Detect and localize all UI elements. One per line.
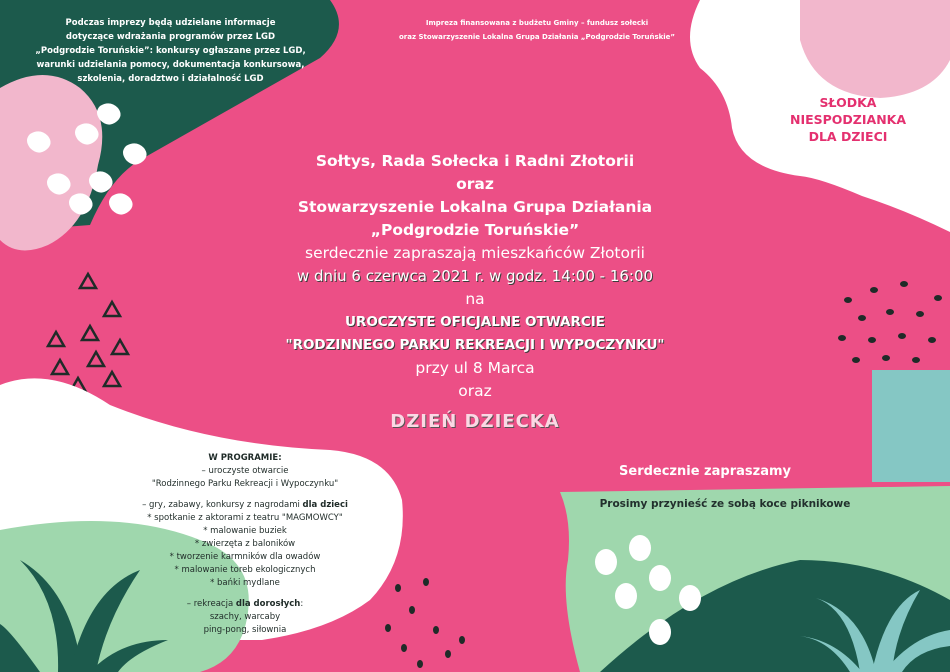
and-line-2: oraz [458,382,492,400]
lgd-info-line: warunki udzielania pomocy, dokumentacja konkursowa, [36,60,305,70]
dark-triangle-marks [48,274,128,392]
program-list [100,452,390,637]
program-heading: W PROGRAMIE: [208,453,282,463]
bring-blankets-text: Prosimy przynieść ze sobą koce piknikowe [599,498,851,510]
date-line: w dniu 6 czerwca 2021 r. w godz. 14:00 - 16:00 [296,267,654,285]
program-subitem: szachy, warcaby [209,612,281,622]
program-subitem: ping-pong, siłownia [203,625,287,635]
main-announcement [190,150,760,435]
event-title-line: UROCZYSTE OFICJALNE OTWARCIE [344,314,606,330]
sweet-surprise-line: DLA DZIECI [808,129,888,144]
address-line: przy ul 8 Marca [415,359,535,377]
funding-line: oraz Stowarzyszenie Lokalna Grupa Działania „Podgrodzie Toruńskie” [398,33,676,41]
program-spacer [100,590,390,598]
adults-text: – rekreacja [186,599,236,609]
program-item-kids [100,499,390,512]
association-name-line: „Podgrodzie Toruńskie” [370,221,580,239]
program-item: "Rodzinnego Parku Rekreacji i Wypoczynku" [151,479,339,489]
park-name-line: "RODZINNEGO PARKU REKREACJI I WYPOCZYNKU" [285,337,665,353]
program-subitem: * bańki mydlane [210,578,280,588]
dark-dots-right [838,281,942,363]
funding-line: Impreza finansowana z budżetu Gminy – fundusz sołecki [425,19,649,27]
program-subitem: * tworzenie karmników dla owadów [169,552,321,562]
program-subitem: * spotkanie z aktorami z teatru "MAGMOWCY" [147,513,343,523]
kids-text: – gry, zabawy, konkursy z nagrodami [142,500,303,510]
dark-dots-bottom [385,578,465,668]
program-spacer [100,491,390,499]
program-subitem: * zwierzęta z baloników [194,539,296,549]
organizers-line: Sołtys, Rada Sołecka i Radni Złotorii [315,152,635,170]
lgd-info-line: dotyczące wdrażania programów przez LGD [65,32,276,42]
program-item: – uroczyste otwarcie [201,466,289,476]
teal-block-shape [872,370,950,482]
on-line: na [465,290,485,308]
lgd-info-line: „Podgrodzie Toruńskie”: konkursy ogłaszane przez LGD, [35,46,306,56]
adults-colon: : [300,599,304,609]
sweet-surprise-label [778,94,918,145]
invite-line: serdecznie zapraszają mieszkańców Złotorii [305,244,645,262]
association-line: Stowarzyszenie Lokalna Grupa Działania [297,198,653,216]
program-subitem: * malowanie toreb ekologicznych [174,565,316,575]
lgd-info-line: szkolenia, doradztwo i działalność LGD [77,74,264,84]
lgd-info-note [8,16,333,86]
sweet-surprise-line: NIESPODZIANKA [789,112,907,127]
kids-bold-text: dla dzieci [302,500,348,510]
program-subitem: * malowanie buziek [203,526,287,536]
program-item-adults [100,598,390,611]
and-line: oraz [456,175,494,193]
adults-bold-text: dla dorosłych [235,599,301,609]
cordially-invite-text: Serdecznie zapraszamy [619,464,791,479]
funding-note [372,16,702,44]
lgd-info-line: Podczas imprezy będą udzielane informacje [65,18,276,28]
childrens-day-title: DZIEŃ DZIECKA [390,411,560,432]
sweet-surprise-line: SŁODKA [819,95,877,110]
